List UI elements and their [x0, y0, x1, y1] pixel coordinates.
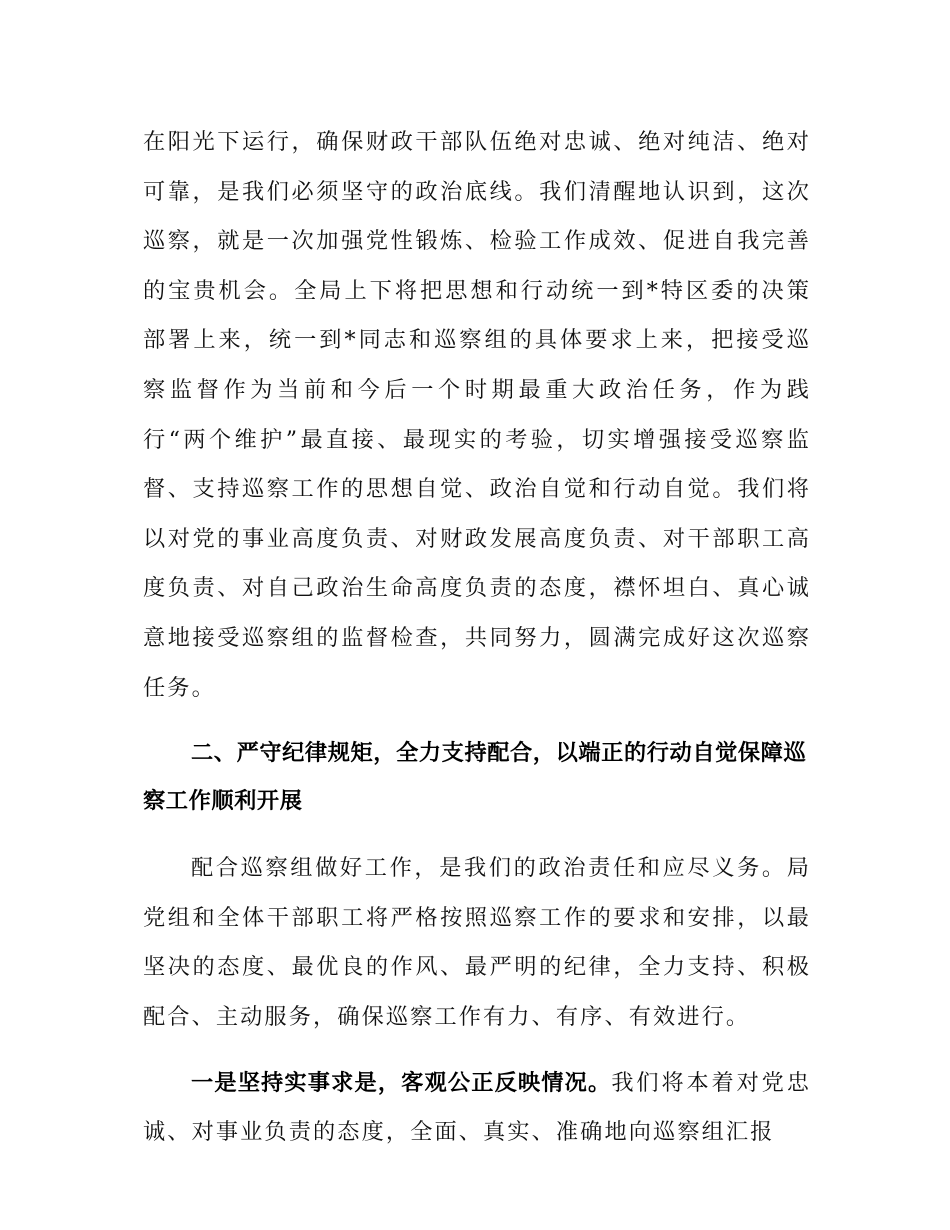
body-paragraph-2: 配合巡察组做好工作，是我们的政治责任和应尽义务。局党组和全体干部职工将严格按照巡察工作的要求和安排，以最坚决的态度、最优良的作风、最严明的纪律，全力支持、积极配合、主动服务，确保巡察工作有力、有序、有效进行。 — [143, 855, 811, 1030]
body-paragraph-1: 在阳光下运行，确保财政干部队伍绝对忠诚、绝对纯洁、绝对可靠，是我们必须坚守的政治底线。我们清醒地认识到，这次巡察，就是一次加强党性锻炼、检验工作成效、促进自我完善的宝贵机会。全局上下将把思想和行动统一到*特区委的决策部署上来，统一到*同志和巡察组的具体要求上来，把接受巡察监督作为当前和今后一个时期最重大政治任务，作为践行“两个维护”最直接、最现实的考验，切实增强接受巡察监督、支持巡察工作的思想自觉、政治自觉和行动自觉。我们将以对党的事业高度负责、对财政发展高度负责、对干部职工高度负责、对自己政治生命高度负责的态度，襟怀坦白、真心诚意地接受巡察组的监督检查，共同努力，圆满完成好这次巡察任务。 — [143, 129, 811, 701]
paragraph-3-text: 我们将本着对党忠诚、对事业负责的态度，全面、真实、准确地向巡察组汇报 — [143, 1069, 811, 1146]
bold-lead-sentence: 一是坚持实事求是，客观公正反映情况。 — [191, 1069, 612, 1096]
body-paragraph-3 — [143, 1059, 811, 1158]
section-heading-2: 二、严守纪律规矩，全力支持配合，以端正的行动自觉保障巡察工作顺利开展 — [143, 740, 807, 815]
document-page — [143, 118, 811, 1158]
